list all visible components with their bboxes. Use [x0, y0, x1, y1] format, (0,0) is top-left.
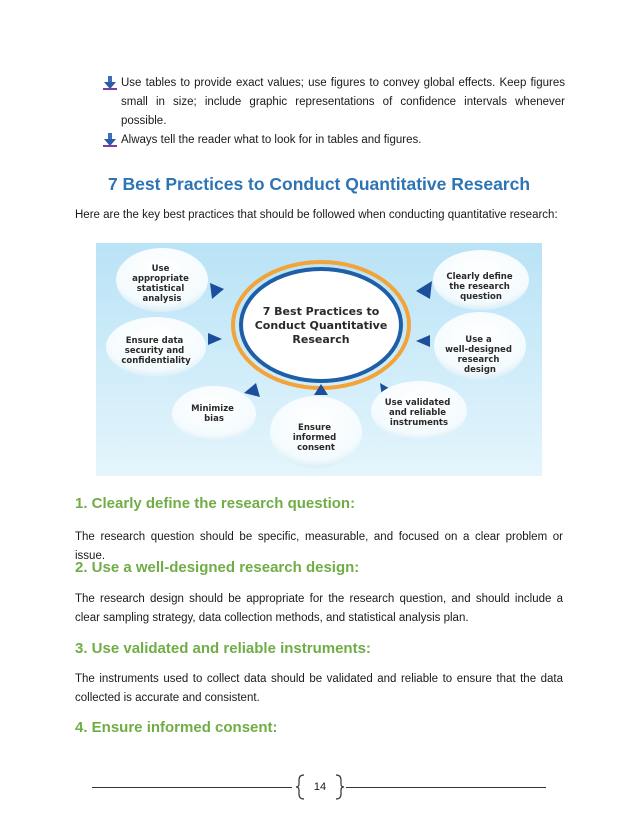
practice-label-question: Clearly define the research question — [446, 272, 513, 302]
bullet-item — [103, 131, 565, 150]
practice-label-instruments: Use validated and reliable instruments — [384, 398, 451, 428]
down-arrow-bullet-icon — [103, 76, 117, 90]
center-line: Research — [292, 333, 350, 346]
footer-rule-left — [92, 787, 292, 788]
section-heading: 2. Use a well-designed research design: — [75, 559, 360, 576]
down-arrow-bullet-icon — [103, 133, 117, 147]
section-heading: 1. Clearly define the research question: — [75, 495, 356, 512]
practice-label-statistical: Use appropriate statistical analysis — [132, 264, 189, 304]
section-body: The instruments used to collect data should be validated and reliable to ensure that the data collected is accurate and consistent. — [75, 673, 563, 704]
section-heading: 4. Ensure informed consent: — [75, 719, 278, 736]
footer-rule-right — [346, 787, 546, 788]
bullet-text: Use tables to provide exact values; use figures to convey global effects. Keep figures small in size; include graphic representations of confidence intervals whenever possible. — [121, 77, 565, 127]
center-line: Conduct Quantitative — [254, 319, 388, 332]
section-heading: 3. Use validated and reliable instruments: — [75, 640, 371, 657]
section-body: The research question should be specific, measurable, and focused on a clear problem or issue. — [75, 531, 563, 562]
bullet-list — [103, 74, 565, 150]
practice-label-consent: Ensure informed consent — [292, 423, 337, 453]
center-line: 7 Best Practices to — [262, 305, 380, 318]
section-body: The research design should be appropriate for the research question, and should include a clear sampling strategy, data collection methods, and statistical analysis plan. — [75, 593, 563, 624]
page-number: 14 — [313, 781, 327, 793]
practice-label-design: Use a well-designed research design — [445, 335, 512, 375]
practice-label-bias: Minimize bias — [191, 404, 234, 424]
best-practices-infographic — [96, 243, 542, 476]
intro-paragraph: Here are the key best practices that should be followed when conducting quantitative research: — [75, 209, 558, 221]
practice-label-security: Ensure data security and confidentiality — [121, 336, 191, 366]
section-title: 7 Best Practices to Conduct Quantitative Research — [107, 174, 531, 194]
bullet-text: Always tell the reader what to look for in tables and figures. — [121, 134, 422, 146]
bullet-item — [103, 74, 565, 131]
